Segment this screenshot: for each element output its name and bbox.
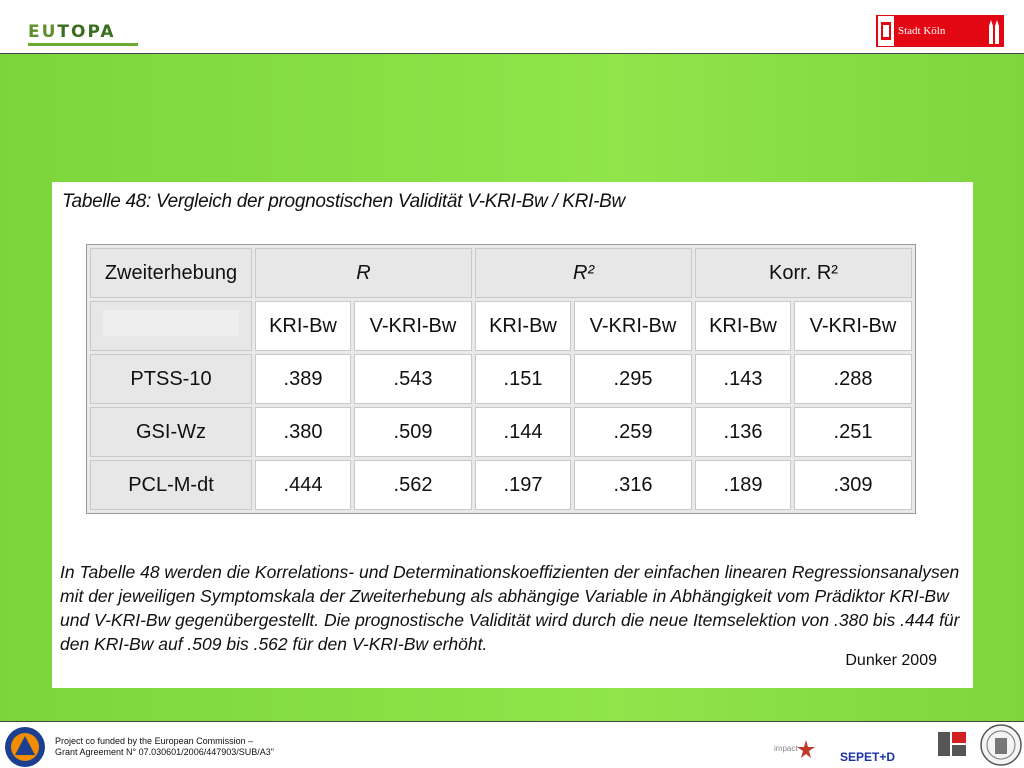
table-cell: .562 [354,460,472,510]
table-cell: .509 [354,407,472,457]
empty-subheader-cell [90,301,252,351]
row-label: PTSS-10 [120,364,221,395]
document-excerpt [52,182,973,688]
cathedral-icon [988,18,1000,44]
source-credit: Dunker 2009 [845,652,937,669]
table-subheader-row [90,301,912,351]
group-header-r2: R² [475,248,692,298]
row-label: PCL-M-dt [118,470,224,501]
row-label-cell [90,407,252,457]
table-cell: .136 [695,407,791,457]
table-row [90,354,912,404]
subheader-cell: V-KRI-Bw [794,301,912,351]
table-cell: .316 [574,460,692,510]
fb-logo-icon [938,732,966,756]
table-cell: .259 [574,407,692,457]
table-cell: .543 [354,354,472,404]
table-cell: .389 [255,354,351,404]
table-row [90,407,912,457]
subheader-cell: KRI-Bw [475,301,571,351]
subheader-cell: KRI-Bw [255,301,351,351]
eutopa-logo-part1: EU [28,22,58,42]
civil-protection-icon [4,726,46,768]
slide-header [0,0,1024,53]
explanation-paragraph: In Tabelle 48 werden die Korrelations- und Determinationskoeffizienten der einfachen linearen Regressionsanalysen mit der jeweiligen Symptomskala der Zweiterhebung als abhängige Variable in Abhängigkeit vom Prädiktor KRI-Bw und V-KRI-Bw gegenübergestellt. Die prognostische Validität wird durch die neue Itemselektion von .380 bis .444 für den KRI-Bw auf .509 bis .562 für den V-KRI-Bw erhöht. [60,562,960,654]
subheader-cell: V-KRI-Bw [574,301,692,351]
eutopa-logo-underline [28,43,138,46]
impact-label: impact [774,744,798,753]
funding-line-2: Grant Agreement N° 07.030601/2006/447903/SUB/A3" [55,747,274,757]
sepet-label: SEPET+D [840,750,896,764]
subheader-cell: V-KRI-Bw [354,301,472,351]
table-cell: .197 [475,460,571,510]
eutopa-logo-part2: TOPA [57,22,116,42]
table-row [90,460,912,510]
content-area [0,53,1024,722]
row-label-cell [90,354,252,404]
table-cell: .144 [475,407,571,457]
stadt-koeln-logo [876,15,1004,47]
group-header-korr-r2: Korr. R² [695,248,912,298]
table-cell: .288 [794,354,912,404]
row-label-cell [90,460,252,510]
funding-line-1: Project co funded by the European Commission – [55,736,254,746]
empty-subheader [103,310,239,336]
table-cell: .295 [574,354,692,404]
group-header-r: R [255,248,472,298]
table-cell: .143 [695,354,791,404]
validity-table [86,244,916,514]
koeln-logo-text: Stadt Köln [898,25,946,37]
table-cell: .189 [695,460,791,510]
table-cell: .251 [794,407,912,457]
corner-header: Zweiterhebung [95,258,247,289]
table-header-row [90,248,912,298]
table-cell: .380 [255,407,351,457]
table-cell: .309 [794,460,912,510]
koeln-crest-icon [878,16,894,46]
university-seal-icon [980,724,1022,766]
corner-header-cell [90,248,252,298]
table-cell: .151 [475,354,571,404]
row-label: GSI-Wz [126,417,216,448]
funding-notice [55,736,274,758]
impact-logo [772,738,816,760]
subheader-cell: KRI-Bw [695,301,791,351]
eutopa-logo [28,22,116,42]
table-caption: Tabelle 48: Vergleich der prognostischen Validität V-KRI-Bw / KRI-Bw [62,191,625,212]
table-cell: .444 [255,460,351,510]
